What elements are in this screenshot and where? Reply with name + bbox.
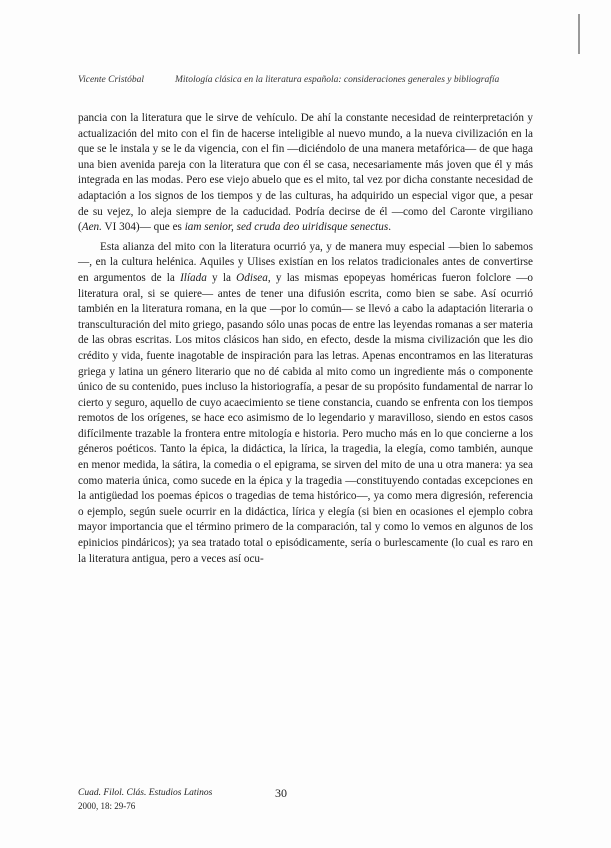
running-header xyxy=(78,75,528,91)
header-author: Vicente Cristóbal xyxy=(78,75,145,85)
italic-text: iam senior, sed cruda deo uiridisque senectus xyxy=(184,221,389,234)
text-run: VI 304)— que es xyxy=(101,221,185,234)
page-number: 30 xyxy=(275,786,287,800)
italic-text: Aen. xyxy=(81,221,102,234)
paragraph xyxy=(78,111,533,236)
text-run: Esta alianza del mito con la literatura ocurrió ya, y de manera muy especial —bien lo sabemos—, en la cultura helénica. Aquiles y Ulises existían en los relatos tradicionales antes de convertirse en argumentos de la xyxy=(78,240,533,284)
header-title: Mitología clásica en la literatura española: consideraciones generales y bibliografía xyxy=(175,75,500,85)
footer-reference: 2000, 18: 29-76 xyxy=(78,801,136,811)
footer-journal: Cuad. Filol. Clás. Estudios Latinos xyxy=(78,788,213,798)
paragraph xyxy=(78,240,533,567)
italic-text: Ilíada xyxy=(180,271,207,284)
scan-edge-mark xyxy=(578,14,580,54)
text-run: pancia con la literatura que le sirve de vehículo. De ahí la constante necesidad de reinterpretación y actualización del mito con el fin de hacerse inteligible al nuevo mundo, a la nueva civilización en la que se le instala y se le da vigencia, con el fin —diciéndolo de una manera metafórica— de que haga una bien avenida pareja con la literatura que con él se casa, necesariamente más joven que él y más integrada en las modas. Pero ese viejo abuelo que es el mito, tal vez por dicha constante necesidad de adaptación a los signos de los tiempos y de las culturas, ha adquirido un especial vigor que, a pesar de su vejez, lo aleja siempre de la caducidad. Podría decirse de él —como del Caronte virgiliano ( xyxy=(78,112,533,234)
text-run: y la xyxy=(206,271,237,284)
italic-text: Odisea xyxy=(236,271,268,284)
text-run: , y las mismas epopeyas homéricas fueron folclore —o literatura oral, si se quiere— antes de tener una difusión escrita, como bien se sabe. Así ocurrió también en la literatura romana, en la que —por lo común— se llevó a cabo la adaptación literaria o transculturación del mito griego, pasando sólo unas pocas de entre las leyendas romanas a ser materia de las obras escritas. Los mitos clásicos han sido, en efecto, desde la misma civilización que les dio crédito y vida, fuente inagotable de inspiración para las letras. Apenas encontramos en las literaturas griega y latina un género literario que no dé cabida al mito como un ingrediente más o componente único de su contenido, pues incluso la historiografía, a pesar de su propósito fundamental de narrar lo cierto y seguro, aquello de cuyo acaecimiento se tiene constancia, cuando se enfrenta con los tiempos remotos de los orígenes, se hace eco asimismo de lo legendario y maravilloso, siendo en estos casos difícilmente trazable la frontera entre mitología e historia. Pero mucho más en lo que concierne a los géneros poéticos. Tanto la épica, la didáctica, la lírica, la tragedia, la elegía, como también, aunque en menor medida, la sátira, la comedia o el epigrama, se sirven del mito de una u otra manera: ya sea como materia única, como sucede en la épica y la tragedia —constituyendo contadas excepciones en la antigüedad los poemas épicos o tragedias de tema histórico—, ya como mera digresión, referencia o ejemplo, según suele ocurrir en la didáctica, lírica y elegía (si bien en ocasiones el ejemplo cobra mayor importancia que el término primero de la comparación, tal y como lo vemos en algunos de los epinicios pindáricos); ya sea tratado total o episódicamente, sería o burlescamente (lo cual es raro en la literatura antigua, pero a veces así ocu- xyxy=(78,271,534,565)
page-footer xyxy=(78,788,533,828)
article-body xyxy=(78,111,533,567)
text-run: . xyxy=(388,221,392,234)
